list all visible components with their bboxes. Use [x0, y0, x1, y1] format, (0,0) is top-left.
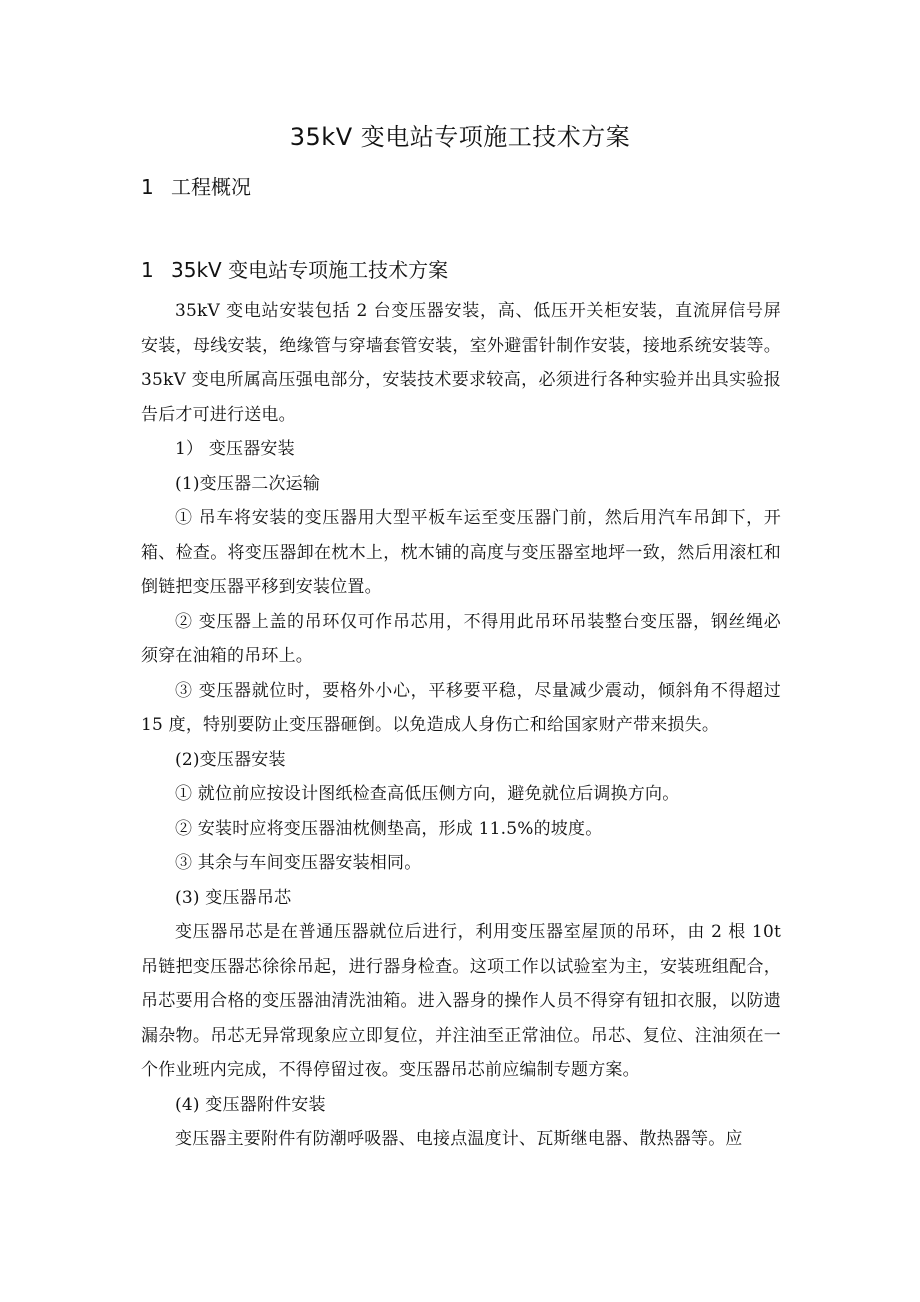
paragraph-accessories: 变压器主要附件有防潮呼吸器、电接点温度计、瓦斯继电器、散热器等。应 — [175, 1129, 743, 1149]
document-body — [141, 294, 781, 1157]
section-number: 1 — [141, 175, 154, 199]
section-number: 1 — [141, 258, 154, 282]
paragraph-core-lifting: 变压器吊芯是在普通压器就位后进行，利用变压器室屋顶的吊环，由 2 根 10t 吊链把变压器芯徐徐吊起，进行器身检查。这项工作以试验室为主，安装班组配合，吊芯要用合格的变压器油清洗油箱。进入器身的操作人员不得穿有钮扣衣服，以防遗漏杂物。吊芯无异常现象应立即复位，并注油至正常油位。吊芯、复位、注油须在一个作业班内完成，不得停留过夜。变压器吊芯前应编制专题方案。 — [141, 922, 781, 1080]
list-item: ② 安装时应将变压器油枕侧垫高，形成 11.5%的坡度。 — [175, 818, 603, 839]
subheading-secondary-transport: (1)变压器二次运输 — [175, 473, 321, 494]
subheading-accessories: (4) 变压器附件安装 — [175, 1094, 326, 1115]
subheading-transformer-install: 1） 变压器安装 — [175, 439, 295, 459]
subheading-install: (2)变压器安装 — [175, 749, 286, 770]
document-title: 35kV 变电站专项施工技术方案 — [289, 123, 631, 151]
list-item: ② 变压器上盖的吊环仅可作吊芯用，不得用此吊环吊装整台变压器，钢丝绳必须穿在油箱的吊环上。 — [141, 611, 781, 666]
list-item: ③ 其余与车间变压器安装相同。 — [175, 853, 422, 873]
paragraph-intro: 35kV 变电站安装包括 2 台变压器安装，高、低压开关柜安装，直流屏信号屏安装，母线安装，绝缘管与穿墙套管安装，室外避雷针制作安装，接地系统安装等。35kV 变电所属高压强电部分，安装技术要求较高，必须进行各种实验并出具实验报告后才可进行送电。 — [141, 301, 781, 425]
list-item: ③ 变压器就位时，要格外小心，平移要平稳，尽量减少震动，倾斜角不得超过 15 度，特别要防止变压器砸倒。以免造成人身伤亡和给国家财产带来损失。 — [141, 680, 781, 735]
section-title: 35kV 变电站专项施工技术方案 — [171, 258, 449, 282]
section-title: 工程概况 — [171, 175, 251, 199]
list-item: ① 就位前应按设计图纸检查高低压侧方向，避免就位后调换方向。 — [175, 784, 680, 804]
subheading-core-lifting: (3) 变压器吊芯 — [175, 887, 292, 908]
section-heading-overview — [141, 172, 251, 202]
list-item: ① 吊车将安装的变压器用大型平板车运至变压器门前，然后用汽车吊卸下，开箱、检查。将变压器卸在枕木上，枕木铺的高度与变压器室地坪一致，然后用滚杠和倒链把变压器平移到安装位置。 — [141, 508, 781, 597]
section-heading-plan — [141, 255, 448, 285]
